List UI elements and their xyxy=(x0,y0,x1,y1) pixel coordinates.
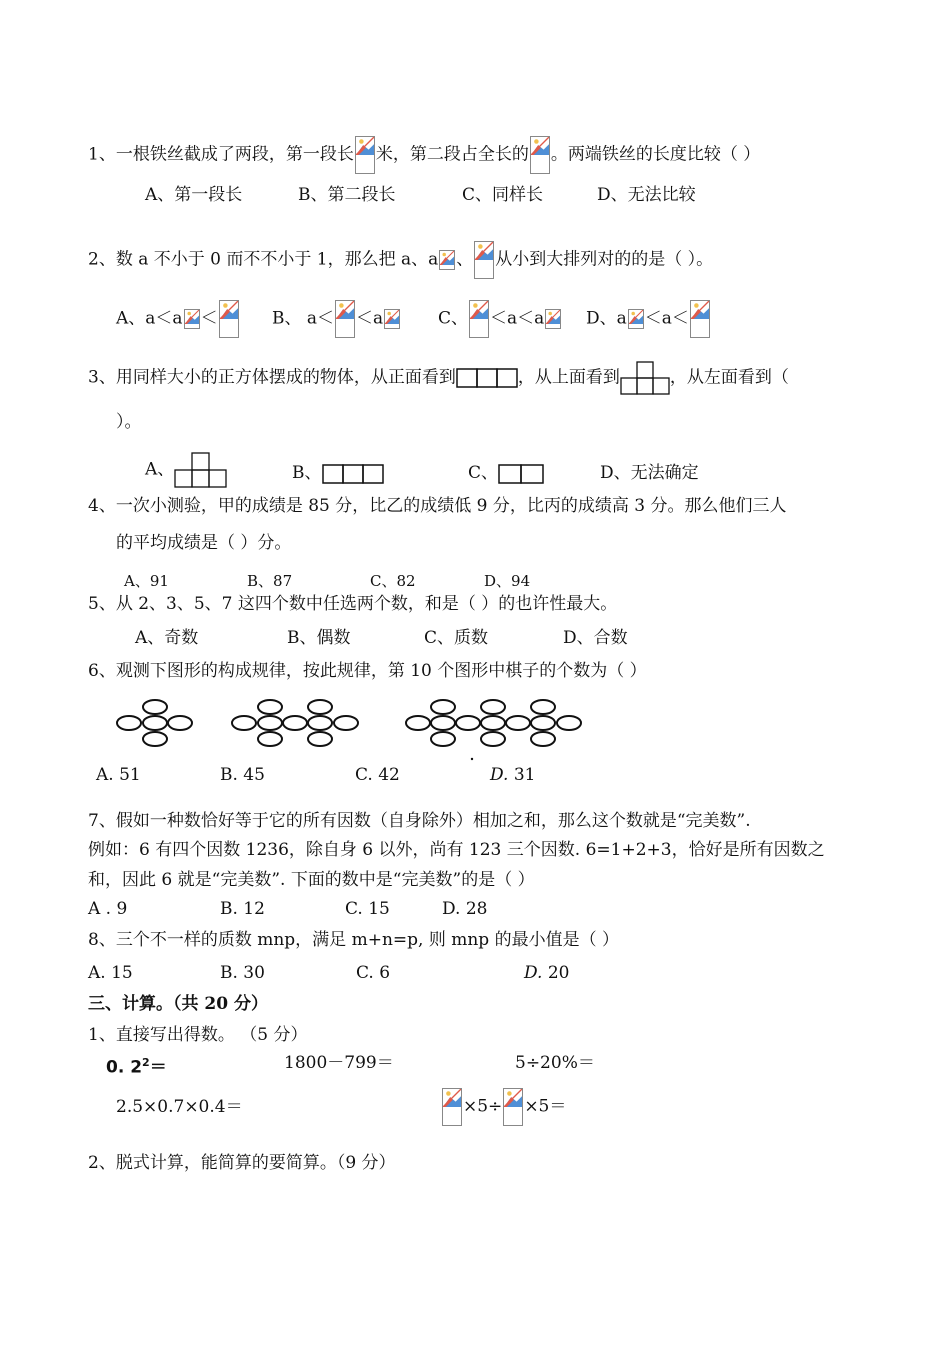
q5-option-d: D、合数 xyxy=(563,628,628,648)
q7-option-b: B. 12 xyxy=(220,899,265,919)
chess-pattern-figure xyxy=(110,695,600,765)
calc-expr-1 xyxy=(106,1052,167,1079)
chess-piece-icon xyxy=(143,732,167,746)
chess-piece-icon xyxy=(431,716,455,730)
q3-text-a: 3、用同样大小的正方体摆成的物体，从正面看到 xyxy=(88,367,456,388)
chess-piece-icon xyxy=(557,716,581,730)
q2-a-text1: A、a＜a xyxy=(116,308,183,329)
fraction-image-icon xyxy=(469,300,489,338)
chess-piece-icon xyxy=(506,716,530,730)
q8-stem: 8、三个不一样的质数 mnp，满足 m+n=p, 则 mnp 的最小值是（ ） xyxy=(88,930,619,950)
chess-piece-icon xyxy=(431,732,455,746)
q5-option-c: C、质数 xyxy=(424,628,489,648)
q3-stem-end: ）。 xyxy=(116,412,142,432)
chess-piece-icon xyxy=(258,732,282,746)
q6-d-value: 31 xyxy=(513,765,536,785)
q3-option-a xyxy=(145,452,228,488)
chess-piece-icon xyxy=(456,716,480,730)
q8-d-value: 20 xyxy=(547,963,570,983)
q1-text-b: 米，第二段占全长的 xyxy=(375,144,529,165)
chess-piece-icon xyxy=(481,700,505,714)
chess-piece-icon xyxy=(143,700,167,714)
q2-d-text2: ＜a＜ xyxy=(644,308,689,329)
q8-option-d xyxy=(524,962,569,984)
fraction-image-icon xyxy=(545,309,561,329)
q2-option-a xyxy=(116,300,240,338)
q3-c-label: C、 xyxy=(468,463,499,483)
calc-expr-2: 1800－799＝ xyxy=(284,1053,394,1073)
calc1-base: 0. 2 xyxy=(106,1057,143,1078)
q5-option-a: A、奇数 xyxy=(135,628,199,648)
q8-option-c: C. 6 xyxy=(356,963,391,983)
fraction-image-icon xyxy=(503,1088,523,1126)
q8-d-label: D. xyxy=(524,963,543,983)
q3-b-label: B、 xyxy=(292,463,322,483)
chess-piece-icon xyxy=(334,716,358,730)
chess-piece-icon xyxy=(258,700,282,714)
calc-expr-3: 5÷20%＝ xyxy=(515,1053,595,1073)
fraction-image-icon xyxy=(219,300,239,338)
fraction-image-icon xyxy=(355,136,375,174)
calc1-eq: ＝ xyxy=(149,1057,167,1078)
chess-piece-icon xyxy=(258,716,282,730)
q7-line2: 例如：6 有四个因数 1236，除自身 6 以外，尚有 123 三个因数. 6=1+2+3，恰好是所有因数之 xyxy=(88,840,825,860)
chess-piece-icon xyxy=(283,716,307,730)
chess-piece-icon xyxy=(406,716,430,730)
q3-option-b xyxy=(292,462,384,484)
chess-piece-icon xyxy=(308,716,332,730)
dot-mark xyxy=(471,758,473,760)
option-b-figure xyxy=(322,464,384,484)
q2-stem xyxy=(88,241,713,279)
q2-text-b: 、 xyxy=(456,249,474,270)
option-a-figure xyxy=(174,452,228,488)
section3-sub1: 1、直接写出得数。 （5 分） xyxy=(88,1025,308,1045)
q4-option-c: C、82 xyxy=(370,572,416,590)
q7-option-a: A . 9 xyxy=(88,899,128,919)
fraction-image-icon xyxy=(384,309,400,329)
q7-line3: 和，因此 6 就是“完美数”. 下面的数中是“完美数”的是（ ） xyxy=(88,870,535,890)
fraction-image-icon xyxy=(442,1088,462,1126)
q2-a-text2: ＜ xyxy=(200,308,218,329)
section3-sub2: 2、脱式计算，能简算的要简算。（9 分） xyxy=(88,1153,396,1173)
front-view-figure xyxy=(456,368,518,388)
option-c-figure xyxy=(498,464,544,484)
q2-text-a: 2、数 a 不小于 0 而不不小于 1，那么把 a、a xyxy=(88,249,439,270)
q7-option-d: D. 28 xyxy=(442,899,488,919)
q6-option-c: C. 42 xyxy=(355,765,400,785)
q3-option-d: D、无法确定 xyxy=(600,463,699,483)
q3-stem xyxy=(88,361,789,395)
fraction-image-icon xyxy=(184,309,200,329)
chess-piece-icon xyxy=(117,716,141,730)
q1-text-c: 。两端铁丝的长度比较（ ） xyxy=(550,144,761,165)
chess-piece-icon xyxy=(431,700,455,714)
fraction-image-icon xyxy=(439,250,455,270)
q7-line1: 7、假如一种数恰好等于它的所有因数（自身除外）相加之和，那么这个数就是“完美数”. xyxy=(88,811,751,831)
q6-d-label: D. xyxy=(490,765,509,785)
q4-stem-line1: 4、一次小测验，甲的成绩是 85 分，比乙的成绩低 9 分，比丙的成绩高 3 分。那么他们三人 xyxy=(88,496,787,516)
chess-piece-icon xyxy=(168,716,192,730)
q1-option-c: C、同样长 xyxy=(462,185,544,205)
q2-d-text1: D、a xyxy=(586,308,627,329)
chess-piece-icon xyxy=(531,732,555,746)
section3-heading: 三、计算。（共 20 分） xyxy=(88,994,268,1014)
q7-option-c: C. 15 xyxy=(345,899,390,919)
q2-option-b xyxy=(272,300,401,338)
fraction-image-icon xyxy=(335,300,355,338)
q2-option-c xyxy=(438,300,562,338)
q4-option-b: B、87 xyxy=(247,572,293,590)
fraction-image-icon xyxy=(690,300,710,338)
q3-text-c: ，从左面看到（ xyxy=(669,367,789,388)
q8-option-b: B. 30 xyxy=(220,963,265,983)
q5-stem: 5、从 2、3、5、7 这四个数中任选两个数，和是（ ）的也许性最大。 xyxy=(88,594,618,614)
q3-a-label: A、 xyxy=(145,459,175,480)
chess-piece-icon xyxy=(308,732,332,746)
chess-piece-icon xyxy=(531,700,555,714)
q5-option-b: B、偶数 xyxy=(287,628,351,648)
calc-expr-4: 2.5×0.7×0.4＝ xyxy=(116,1097,243,1117)
fraction-image-icon xyxy=(474,241,494,279)
q1-text-a: 1、一根铁丝截成了两段，第一段长 xyxy=(88,144,354,165)
calc1-exp: 2 xyxy=(142,1056,150,1069)
q1-option-a: A、第一段长 xyxy=(145,185,243,205)
chess-piece-icon xyxy=(481,716,505,730)
top-view-figure xyxy=(620,361,670,395)
q1-stem xyxy=(88,136,760,174)
q4-option-a: A、91 xyxy=(124,572,169,590)
calc-expr-5 xyxy=(441,1088,566,1126)
fraction-image-icon xyxy=(530,136,550,174)
chess-piece-icon xyxy=(308,700,332,714)
q3-option-c xyxy=(468,462,544,484)
q3-text-b: ，从上面看到 xyxy=(517,367,620,388)
chess-piece-icon xyxy=(481,732,505,746)
q6-stem: 6、观测下图形的构成规律，按此规律，第 10 个图形中棋子的个数为（ ） xyxy=(88,661,647,681)
q6-option-a: A. 51 xyxy=(96,765,141,785)
q2-b-text1: B、 a＜ xyxy=(272,308,335,329)
q6-option-b: B. 45 xyxy=(220,765,265,785)
fraction-image-icon xyxy=(628,309,644,329)
q4-option-d: D、94 xyxy=(484,572,531,590)
chess-piece-icon xyxy=(531,716,555,730)
q4-stem-line2: 的平均成绩是（ ）分。 xyxy=(116,533,292,553)
chess-piece-icon xyxy=(232,716,256,730)
q6-option-d xyxy=(490,764,535,786)
q2-c-text1: C、 xyxy=(438,308,469,329)
q2-b-text2: ＜a xyxy=(356,308,384,329)
calc5-part2: ×5＝ xyxy=(524,1096,567,1117)
q2-c-text2: ＜a＜a xyxy=(490,308,545,329)
q1-option-d: D、无法比较 xyxy=(597,185,696,205)
chess-piece-icon xyxy=(143,716,167,730)
q1-option-b: B、第二段长 xyxy=(298,185,396,205)
q8-option-a: A. 15 xyxy=(88,963,133,983)
q2-text-c: 从小到大排列对的的是（ ）。 xyxy=(495,249,714,270)
calc5-part1: ×5÷ xyxy=(463,1096,503,1117)
q2-option-d xyxy=(586,300,711,338)
